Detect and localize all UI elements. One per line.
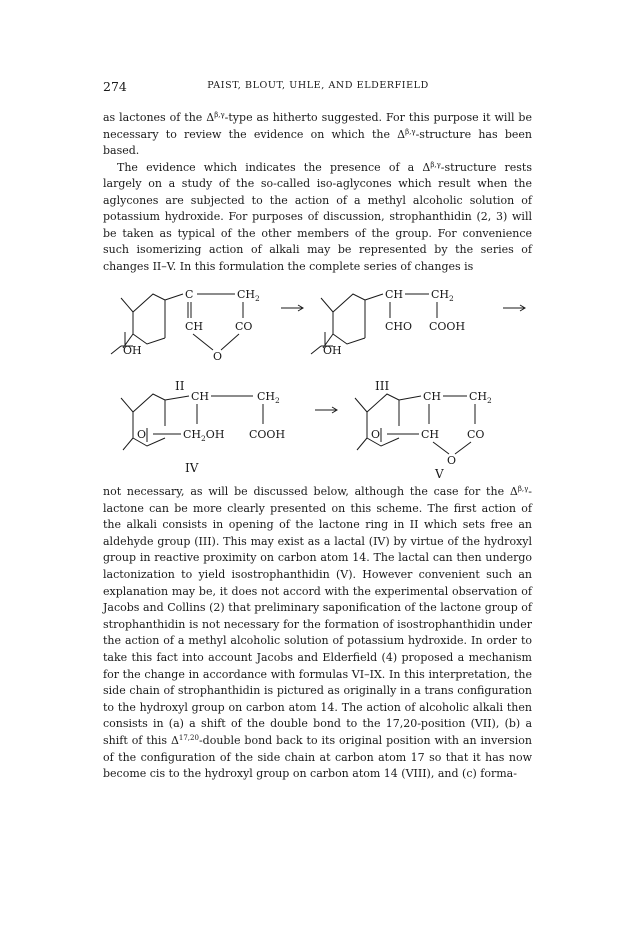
arrow-IV-V [315, 407, 337, 413]
page-number: 274 [103, 79, 127, 94]
formula-II-label: II [175, 379, 185, 393]
formula-II-oh: OH [123, 344, 142, 357]
paragraph-2: The evidence which indicates the presence of a $\Delta^{\beta,\gamma}$-structure rests largely on a study of the so-called iso-aglycones which result when the aglycones are subjected to the action of a methyl alcoholic solution of potassium hydroxide. For purposes of discussion, strophanthidin (2, 3) will be taken as typical of the other members of the group. For convenience such isomerizing action of alkali may be represented by the series of changes II–V. In this formulation the complete series of changes is [103, 160, 532, 274]
formula-IV-label: IV [185, 461, 199, 475]
formula-III-cho: CHO [385, 320, 413, 333]
formula-II-ch: CH [185, 320, 204, 333]
formula-V-label: V [435, 467, 444, 478]
formula-III-cooh: COOH [429, 320, 466, 333]
formula-II-o: O [213, 350, 223, 363]
arrow-II-III [281, 305, 303, 311]
formula-III [311, 288, 465, 393]
formula-IV-ch2: $CH_2$ [257, 390, 280, 405]
formula-III-ch: CH [385, 288, 404, 301]
formula-IV-o: O [137, 428, 147, 441]
formula-V-o: O [447, 454, 457, 467]
formula-V-ch2: $CH_2$ [469, 390, 492, 405]
formula-III-ch2: $CH_2$ [431, 288, 454, 303]
formula-V-ch: CH [421, 428, 440, 441]
formula-III-oh: OH [323, 344, 342, 357]
formula-V-ch-top: CH [423, 390, 442, 403]
running-head: PAIST, BLOUT, UHLE, AND ELDERFIELD [207, 80, 429, 91]
formula-IV-ch2oh: $CH_2OH$ [183, 428, 225, 443]
paragraph-1: as lactones of the $\Delta^{\beta,\gamma}$-type as hitherto suggested. For this purpose it will be necessary to review the evidence on which the $\Delta^{\beta,\gamma}$-structure has been based. [103, 111, 532, 158]
formula-II [111, 288, 260, 393]
page-header [103, 79, 533, 97]
formula-IV-ch: CH [191, 390, 210, 403]
formula-II-co: CO [235, 320, 253, 333]
formula-V-co: CO [467, 428, 485, 441]
formula-IV [121, 390, 285, 475]
formula-III-label: III [375, 379, 390, 393]
formula-II-c: C [185, 288, 194, 301]
formula-V [355, 390, 492, 478]
formula-IV-cooh: COOH [249, 428, 286, 441]
paragraph-3: not necessary, as will be discussed below, although the case for the $\Delta^{\beta,\gamma}$-lactone can be more clearly presented on this scheme. The first action of the alkali consists in opening of the lactone ring in II which sets free an aldehyde group (III). This may exist as a lactal (IV) by virtue of the hydroxyl group in reactive proximity on carbon atom 14. The lactal can then undergo lactonization to yield isostrophanthidin (V). However convenient such an explanation may be, it does not accord with the experimental observation of Jacobs and Collins (2) that preliminary saponification of the lactone group of strophanthidin is not necessary for the formation of isostrophanthidin under the action of a methyl alcoholic solution of potassium hydroxide. In order to take this fact into account Jacobs and Elderfield (4) proposed a mechanism for the change in accordance with formulas VI–IX. In this interpretation, the side chain of strophanthidin is pictured as originally in a trans configuration to the hydroxyl group on carbon atom 14. The action of alcoholic alkali then consists in (a) a shift of the double bond to the 17,20-position (VII), (b) a shift of this Δ$^{17,20}$-double bond back to its original position with an inversion of the configuration of the side chain at carbon atom 17 so that it has now become cis to the hydroxyl group on carbon atom 14 (VIII), and (c) forma- [103, 485, 532, 781]
formula-II-ch2: $CH_2$ [237, 288, 260, 303]
reaction-scheme [103, 278, 533, 478]
arrow-III-IV [503, 305, 525, 311]
formula-V-o-ring: O [371, 428, 381, 441]
